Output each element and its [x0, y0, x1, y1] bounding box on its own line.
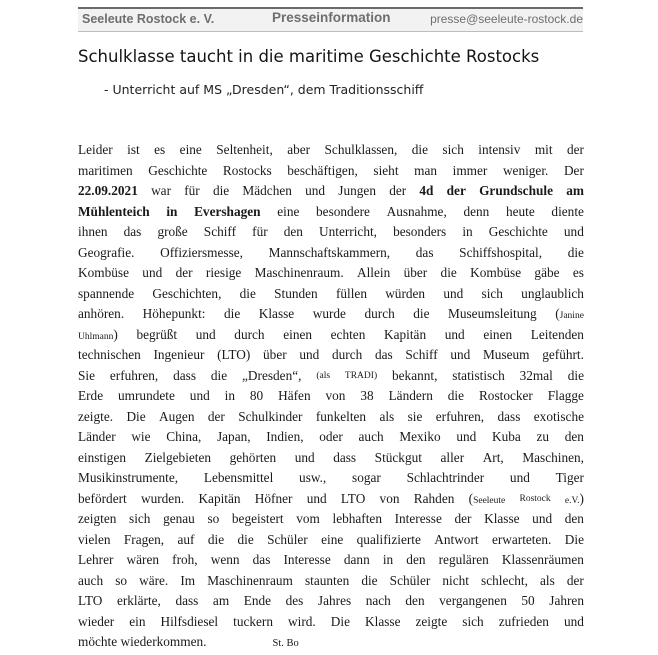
body-line: Mühlenteich in Evershagen eine besondere Ausnahme, denn heute diente — [78, 203, 584, 219]
body-line: möchte wiederkommen. St. Bo — [78, 634, 299, 649]
body-line: Musikinstrumente, Lebensmittel usw., sogar Schlachtrinder und Tiger — [78, 470, 584, 485]
author-signature: St. Bo — [272, 638, 299, 649]
body-line: Erde umrundete und in 80 Häfen von 38 Ländern die Rostocker Flagge — [78, 388, 584, 403]
body-line: Lehrer wären froh, wenn das Interesse dann in den regulären Klassenräumen — [78, 552, 584, 567]
body-line: auch so wäre. Im Maschinenraum staunten die Schüler nicht schlecht, als der — [78, 572, 584, 588]
body-line: Sie erfuhren, dass die „Dresden“, (als TRADI) bekannt, statistisch 32mal die — [78, 367, 584, 383]
body-line: einstigen Zielgebieten gehörten und dass Stückgut aller Art, Maschinen, — [78, 449, 584, 465]
body-line: Länder wie China, Japan, Indien, oder auch Mexiko und Kuba zu den — [78, 429, 584, 444]
body-line: wieder ein Hilfsdiesel tuckern wird. Die Klasse zeigte sich zufrieden und — [78, 613, 584, 629]
body-line: zeigten sich genau so begeistert vom lebhaften Interesse der Klasse und den — [78, 511, 584, 526]
body-line: Uhlmann) begrüßt und durch einen echten Kapitän und einen Leitenden — [78, 326, 584, 342]
body-line: ihnen das große Schiff für den Unterricht, besonders in Geschichte und — [78, 224, 584, 239]
contact-email: presse@seeleute-rostock.de — [430, 12, 583, 26]
body-line: maritimen Geschichte Rostocks beschäftigen, sieht man immer weniger. Der — [78, 162, 584, 178]
body-line: technischen Ingenieur (LTO) über und durch das Schiff und Museum geführt. — [78, 347, 584, 362]
page-title: Schulklasse taucht in die maritime Geschichte Rostocks — [78, 47, 540, 66]
body-line: Leider ist es eine Seltenheit, aber Schulklassen, die sich intensiv mit der — [78, 142, 584, 157]
body-line: LTO erklärte, dass am Ende des Jahres nach den vergangenen 50 Jahren — [78, 593, 584, 608]
body-line: anhören. Höhepunkt: die Klasse wurde durch die Museumsleitung (Janine — [78, 306, 584, 321]
body-line: 22.09.2021 war für die Mädchen und Jungen der 4d der Grundschule am — [78, 183, 584, 198]
document-type: Presseinformation — [272, 10, 391, 25]
body-line: Kombüse und der riesige Maschinenraum. Allein über die Kombüse gäbe es — [78, 265, 584, 280]
body-line: Geografie. Offiziersmesse, Mannschaftskammern, das Schiffshospital, die — [78, 244, 584, 260]
body-line: befördert wurden. Kapitän Höfner und LTO von Rahden (Seeleute Rostock e.V.) — [78, 490, 584, 506]
article-body — [78, 140, 584, 653]
page-subtitle: - Unterricht auf MS „Dresden“, dem Traditionsschiff — [104, 82, 424, 97]
letterhead-bar — [78, 7, 583, 32]
body-line: spannende Geschichten, die Stunden füllen würden und sich unglaublich — [78, 285, 584, 301]
body-line: vielen Fragen, auf die die Schüler eine qualifizierte Antwort erwarteten. Die — [78, 531, 584, 547]
organization-name: Seeleute Rostock e. V. — [82, 12, 215, 26]
body-line: zeigte. Die Augen der Schulkinder funkelten als sie erfuhren, dass exotische — [78, 408, 584, 424]
